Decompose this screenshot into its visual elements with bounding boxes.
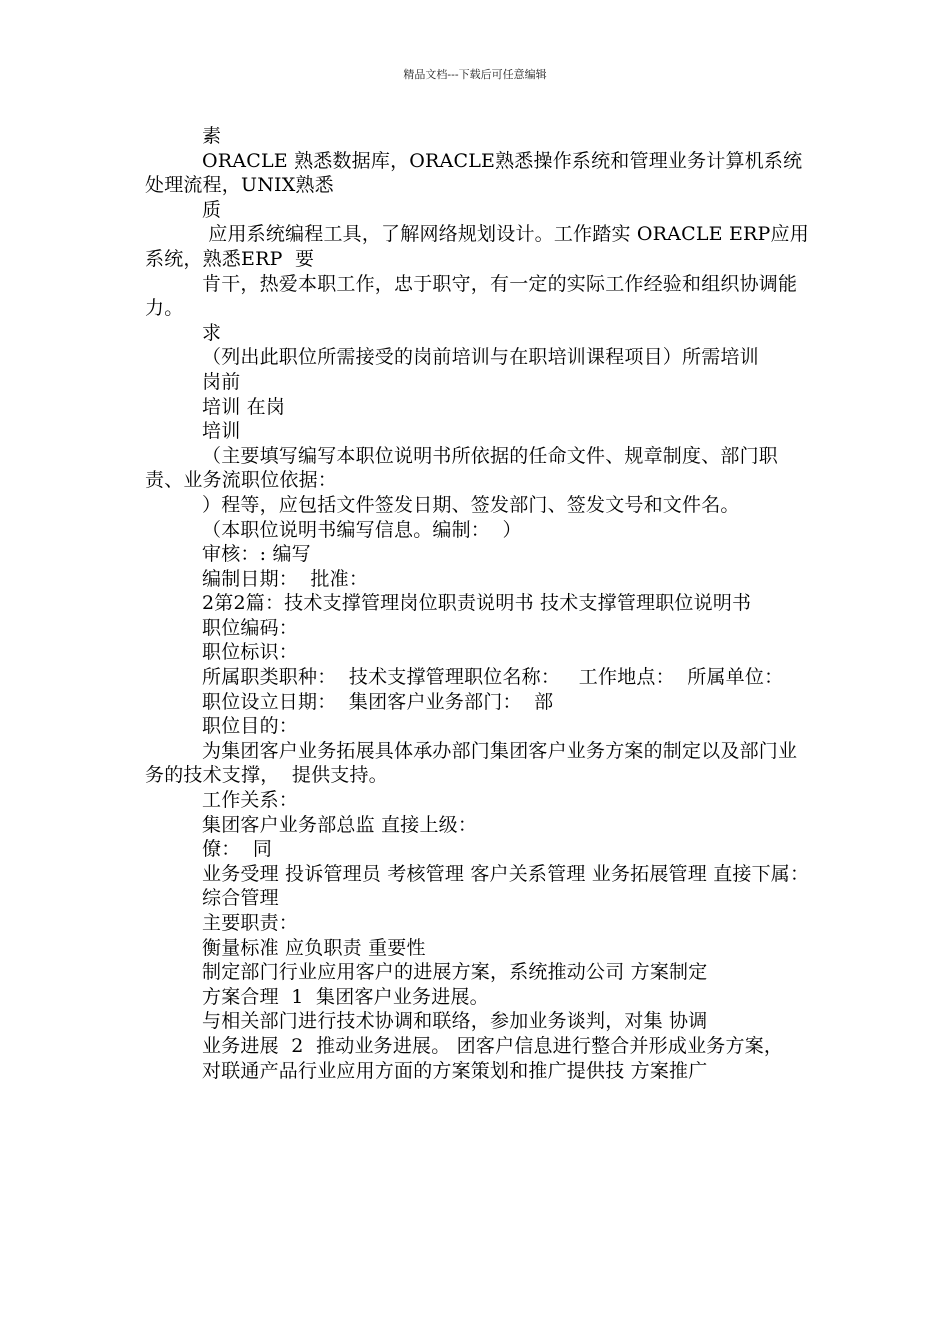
paragraph: 职位设立日期： 集团客户业务部门： 部 xyxy=(202,690,554,713)
paragraph: 僚： 同 xyxy=(202,838,273,861)
paragraph: 与相关部门进行技术协调和联络，参加业务谈判，对集 协调 xyxy=(202,1010,708,1033)
paragraph: 业务进展 2 推动业务进展。 团客户信息进行整合并形成业务方案， xyxy=(202,1034,784,1057)
paragraph: 肯干，热爱本职工作，忠于职守，有一定的实际工作经验和组织协调能力。 xyxy=(145,272,798,320)
document-body xyxy=(145,124,815,1083)
paragraph: 主要职责： xyxy=(202,912,299,934)
paragraph: 职位编码： xyxy=(202,616,299,639)
paragraph: ORACLE 熟悉数据库，ORACLE熟悉操作系统和管理业务计算机系统处理流程，UNIX熟悉 xyxy=(145,149,803,197)
paragraph: 集团客户业务部总监 直接上级： xyxy=(202,813,478,836)
paragraph: 应用系统编程工具，了解网络规划设计。工作踏实 ORACLE ERP应用系统，熟悉ERP 要 xyxy=(145,223,809,270)
paragraph: 对联通产品行业应用方面的方案策划和推广提供技 方案推广 xyxy=(202,1059,708,1082)
paragraph: 审核：: 编写 xyxy=(202,543,311,566)
paragraph: 职位目的： xyxy=(202,715,299,738)
paragraph: ）程等，应包括文件签发日期、签发部门、签发文号和文件名。 xyxy=(202,493,740,516)
paragraph: 衡量标准 应负职责 重要性 xyxy=(202,936,426,959)
paragraph: 培训 xyxy=(202,420,241,443)
paragraph: 工作关系： xyxy=(202,789,299,812)
paragraph: 岗前 xyxy=(202,370,241,393)
paragraph: 综合管理 xyxy=(202,887,279,910)
paragraph: 方案合理 1 集团客户业务进展。 xyxy=(202,985,489,1008)
paragraph: （本职位说明书编写信息。编制： ） xyxy=(202,518,522,541)
paragraph: （列出此职位所需接受的岗前培训与在职培训课程项目）所需培训 xyxy=(202,346,759,369)
paragraph: 质 xyxy=(202,198,222,221)
paragraph: 求 xyxy=(202,321,222,344)
paragraph: 培训 在岗 xyxy=(202,395,286,418)
paragraph: （主要填写编写本职位说明书所依据的任命文件、规章制度、部门职责、业务流职位依据： xyxy=(145,444,779,492)
page-header: 精品文档---下载后可任意编辑 xyxy=(403,68,547,81)
paragraph: 所属职类职种： 技术支撑管理职位名称： 工作地点： 所属单位： xyxy=(202,666,784,689)
paragraph: 为集团客户业务拓展具体承办部门集团客户业务方案的制定以及部门业务的技术支撑， 提供支持。 xyxy=(145,739,798,787)
paragraph: 素 xyxy=(202,125,222,147)
paragraph: 职位标识： xyxy=(202,641,299,664)
paragraph: 编制日期： 批准： xyxy=(202,567,369,590)
paragraph: 2第2篇：技术支撑管理岗位职责说明书 技术支撑管理职位说明书 xyxy=(202,592,752,615)
paragraph: 制定部门行业应用客户的进展方案，系统推动公司 方案制定 xyxy=(202,961,708,984)
paragraph: 业务受理 投诉管理员 考核管理 客户关系管理 业务拓展管理 直接下属： xyxy=(202,862,810,885)
